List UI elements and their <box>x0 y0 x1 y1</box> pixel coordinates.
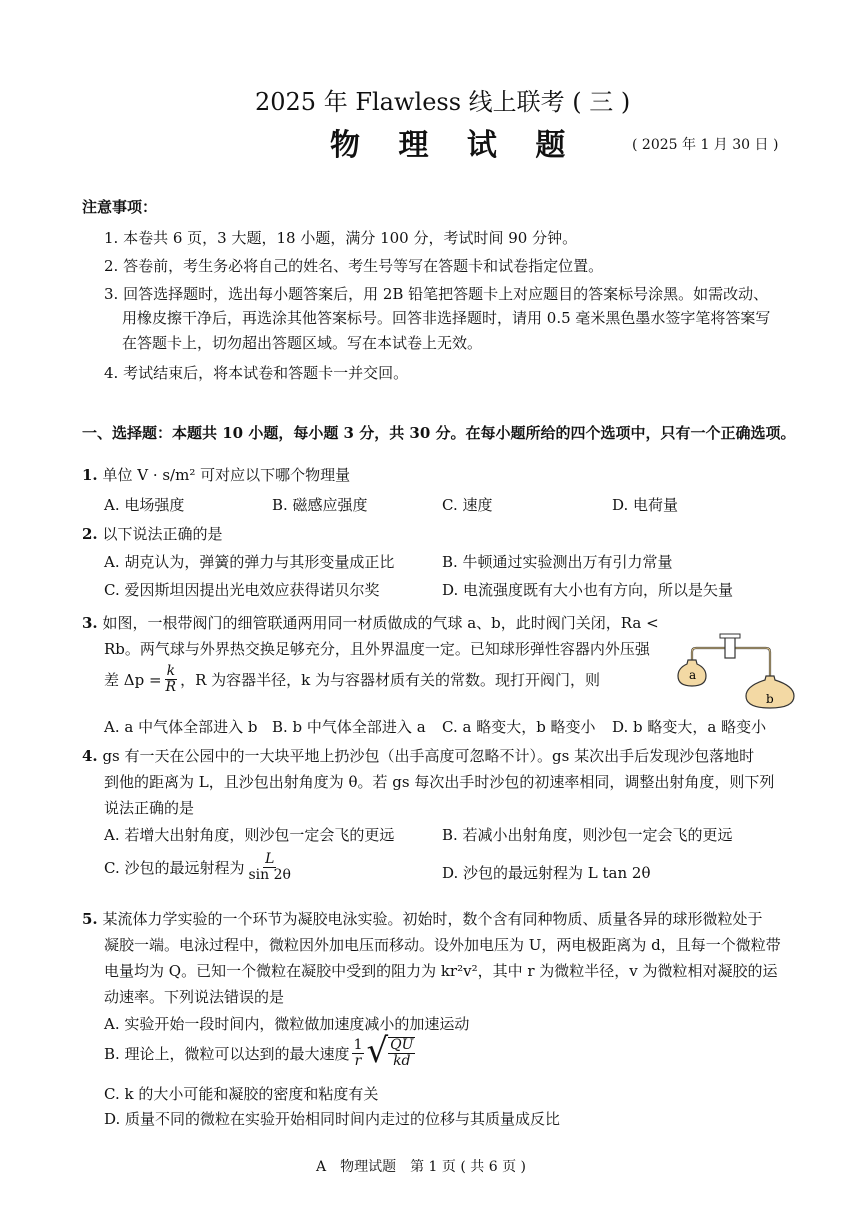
option-c: C. 爱因斯坦因提出光电效应获得诺贝尔奖 <box>104 581 380 599</box>
notice-item: 2. 答卷前，考生务必将自己的姓名、考生号等写在答题卡和试卷指定位置。 <box>104 257 604 275</box>
question-stem: 如图，一根带阀门的细管联通两用同一材质做成的气球 a、b，此时阀门关闭，Ra < <box>102 614 659 632</box>
notice-item: 1. 本卷共 6 页，3 大题，18 小题，满分 100 分，考试时间 90 分钟。 <box>104 229 578 247</box>
sqrt-icon: √ <box>366 1031 389 1071</box>
question-number: 3. <box>82 614 98 632</box>
notice-item: 3. 回答选择题时，选出每小题答案后，用 2B 铅笔把答题卡上对应题目的答案标号涂黑。如需改动、 <box>104 285 769 303</box>
question-stem: 说法正确的是 <box>104 799 195 817</box>
option-a: A. 胡克认为，弹簧的弹力与其形变量成正比 <box>104 553 395 571</box>
option-b: B. 若减小出射角度，则沙包一定会飞的更远 <box>442 826 733 844</box>
option-b: B. 磁感应强度 <box>272 496 368 514</box>
question-stem: 以下说法正确的是 <box>102 525 223 543</box>
question-stem: 某流体力学实验的一个环节为凝胶电泳实验。初始时，数个含有同种物质、质量各异的球形微粒处于 <box>102 910 763 928</box>
label-b: b <box>766 692 774 706</box>
valve-icon <box>725 636 735 658</box>
question-number: 1. <box>82 466 98 484</box>
option-b: B. 牛顿通过实验测出万有引力常量 <box>442 553 673 571</box>
option-d: D. 电流强度既有大小也有方向，所以是矢量 <box>442 581 734 599</box>
option-c: C. k 的大小可能和凝胶的密度和粘度有关 <box>104 1085 379 1103</box>
question-number: 4. <box>82 747 98 765</box>
question-stem: 动速率。下列说法错误的是 <box>104 988 285 1006</box>
option-a: A. 若增大出射角度，则沙包一定会飞的更远 <box>104 826 395 844</box>
option-b: B. b 中气体全部进入 a <box>272 718 426 736</box>
question-stem: 到他的距离为 L，且沙包出射角度为 θ。若 gs 每次出手时沙包的初速率相同，调整出射角度，则下列 <box>104 773 775 791</box>
option-d: D. 电荷量 <box>612 496 679 514</box>
question-stem-formula: 差 Δp = $\frac{k}{R}$ ，R 为容器半径，k 为与容器材质有关的常数。现打开阀门，则 <box>104 663 601 695</box>
exam-title: 2025 年 Flawless 线上联考 ( 三 ) <box>255 88 631 116</box>
fraction: $\frac{L}{\sin 2\theta}$ <box>248 851 291 883</box>
question-stem: gs 有一天在公园中的一大块平地上扔沙包（出手高度可忽略不计）。gs 某次出手后发现沙包落地时 <box>102 747 755 765</box>
fraction: $\frac{1}{r}$ <box>353 1036 363 1069</box>
sqrt-expression: √ $\frac{QU}{kd}$ <box>366 1031 414 1071</box>
question-number: 2. <box>82 525 98 543</box>
fraction: $\frac{k}{R}$ <box>165 663 177 695</box>
option-a: A. a 中气体全部进入 b <box>104 718 258 736</box>
option-c: C. 速度 <box>442 496 493 514</box>
notice-heading: 注意事项： <box>82 198 158 216</box>
question-4 <box>82 745 754 766</box>
option-a: A. 电场强度 <box>104 496 185 514</box>
question-2 <box>82 523 222 544</box>
question-3 <box>82 612 659 633</box>
option-c: C. 沙包的最远射程为 $\frac{L}{\sin 2\theta}$ <box>104 851 291 883</box>
question-1 <box>82 464 350 485</box>
option-a: A. 实验开始一段时间内，微粒做加速度减小的加速运动 <box>104 1015 470 1033</box>
notice-item-cont: 用橡皮擦干净后，再选涂其他答案标号。回答非选择题时，请用 0.5 毫米黑色墨水签字笔将答案写 <box>122 309 771 327</box>
question-number: 5. <box>82 910 98 928</box>
label-a: a <box>689 668 697 682</box>
question-stem: 凝胶一端。电泳过程中，微粒因外加电压而移动。设外加电压为 U，两电极距离为 d，且每一个微粒带 <box>104 936 781 954</box>
option-d: D. 质量不同的微粒在实验开始相同时间内走过的位移与其质量成反比 <box>104 1110 561 1128</box>
option-d: D. 沙包的最远射程为 L tan 2θ <box>442 864 651 882</box>
option-b: B. 理论上，微粒可以达到的最大速度 $\frac{1}{r}$ √ $\frac{QU}{kd}$ <box>104 1036 417 1070</box>
question-stem: Rb。两气球与外界热交换足够充分，且外界温度一定。已知球形弹性容器内外压强 <box>104 640 650 658</box>
section-heading: 一、选择题：本题共 10 小题，每小题 3 分，共 30 分。在每小题所给的四个选项中，只有一个正确选项。 <box>82 424 796 442</box>
option-c: C. a 略变大，b 略变小 <box>442 718 596 736</box>
notice-item-cont: 在答题卡上，切勿超出答题区域。写在本试卷上无效。 <box>122 334 483 352</box>
balloons-figure <box>676 628 801 710</box>
option-d: D. b 略变大，a 略变小 <box>612 718 767 736</box>
subject-title: 物 理 试 题 <box>330 128 580 163</box>
exam-date: ( 2025 年 1 月 30 日 ) <box>632 137 779 153</box>
question-5 <box>82 908 762 929</box>
question-stem: 单位 V · s/m² 可对应以下哪个物理量 <box>102 466 351 484</box>
notice-item: 4. 考试结束后，将本试卷和答题卡一并交回。 <box>104 364 409 382</box>
page-footer: A 物理试题 第 1 页 ( 共 6 页 ) <box>316 1159 526 1175</box>
question-stem: 电量均为 Q。已知一个微粒在凝胶中受到的阻力为 kr²v²，其中 r 为微粒半径，v 为微粒相对凝胶的运 <box>104 962 778 980</box>
